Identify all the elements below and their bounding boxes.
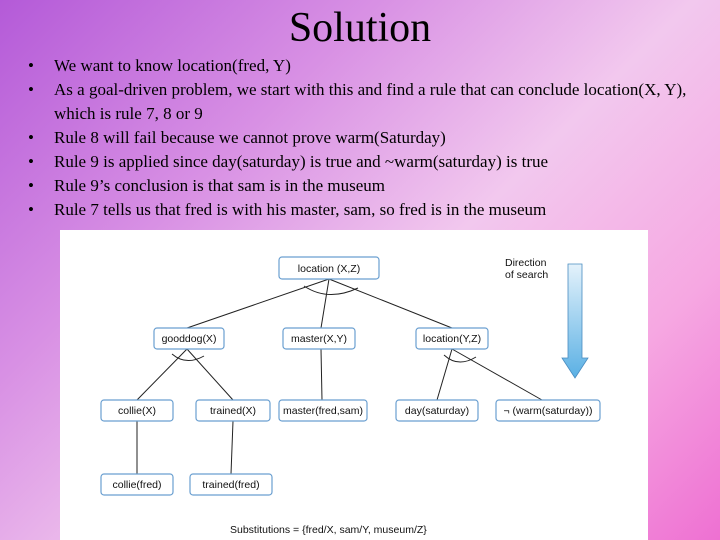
bullet-item — [28, 54, 708, 78]
node-trained-fred — [190, 474, 272, 495]
and-or-graph-figure — [60, 230, 648, 540]
node-location-yz — [416, 328, 488, 349]
bullet-item — [28, 174, 708, 198]
node-label: gooddog(X) — [161, 333, 217, 345]
edge — [321, 279, 329, 328]
node-gooddog — [154, 328, 224, 349]
bullet-dot: • — [28, 128, 34, 147]
node-label: master(X,Y) — [290, 333, 348, 345]
bullet-dot: • — [28, 152, 34, 171]
node-not-warm-saturday — [496, 400, 600, 421]
bullet-text: Rule 9’s conclusion is that sam is in the museum — [54, 176, 386, 195]
substitutions-text: Substitutions = {fred/X, sam/Y, museum/Z} — [230, 524, 427, 536]
edge — [231, 421, 233, 474]
bullet-item — [28, 78, 708, 126]
direction-label: Direction — [505, 257, 547, 269]
bullet-text: Rule 7 tells us that fred is with his master, sam, so fred is in the museum — [54, 200, 547, 219]
bullet-dot: • — [28, 56, 34, 75]
node-master-xy — [283, 328, 355, 349]
bullet-dot: • — [28, 80, 34, 99]
bullet-list — [28, 54, 708, 222]
graph-edges — [137, 279, 542, 474]
bullet-dot: • — [28, 176, 34, 195]
node-label: trained(X) — [209, 405, 257, 417]
edge — [137, 349, 187, 400]
and-or-graph — [60, 230, 648, 540]
node-label: trained(fred) — [202, 479, 260, 491]
edge — [329, 279, 452, 328]
bullet-text: Rule 8 will fail because we cannot prove warm(Saturday) — [54, 128, 446, 147]
node-collie-x — [101, 400, 173, 421]
bullet-text: As a goal-driven problem, we start with this and find a rule that can conclude location(X, Y), which is rule 7, 8 or 9 — [54, 80, 687, 123]
edge — [187, 349, 233, 400]
slide-title: Solution — [288, 5, 432, 51]
node-label: location (X,Z) — [297, 263, 361, 275]
search-direction-arrow-icon — [562, 264, 588, 378]
edge — [187, 279, 329, 328]
node-label: collie(X) — [118, 405, 156, 417]
node-trained-x — [196, 400, 270, 421]
edge — [437, 349, 452, 400]
edge — [452, 349, 542, 400]
node-collie-fred — [101, 474, 173, 495]
node-master-fred-sam — [279, 400, 367, 421]
bullet-item — [28, 150, 708, 174]
direction-label: of search — [505, 269, 549, 281]
bullet-text: We want to know location(fred, Y) — [54, 56, 291, 75]
bullet-item — [28, 126, 708, 150]
bullet-dot: • — [28, 200, 34, 219]
bullet-text: Rule 9 is applied since day(saturday) is true and ~warm(saturday) is true — [54, 152, 549, 171]
node-label: location(Y,Z) — [422, 333, 482, 345]
node-label: collie(fred) — [112, 479, 162, 491]
bullet-item — [28, 198, 708, 222]
edge — [321, 349, 322, 400]
node-label: ¬ (warm(saturday)) — [503, 405, 593, 417]
node-label: day(saturday) — [404, 405, 470, 417]
node-day-saturday — [396, 400, 478, 421]
node-root — [279, 257, 379, 279]
node-label: master(fred,sam) — [283, 405, 363, 417]
